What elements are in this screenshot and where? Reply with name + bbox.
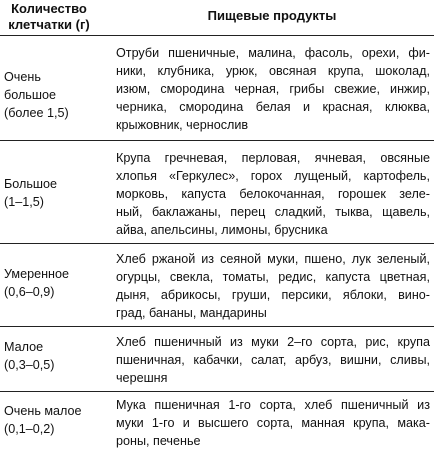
products-line: айва, апельсины, лимоны, брусника bbox=[116, 223, 328, 237]
products-line: Мука пшеничная 1-го сорта, хлеб пшеничный из bbox=[116, 398, 430, 412]
header-fiber-amount bbox=[4, 1, 94, 33]
products-line: крыжовник, чернослив bbox=[116, 118, 249, 132]
row-label bbox=[4, 68, 104, 122]
products-line: Хлеб ржаной из сеяной муки, пшено, лук зеленый, bbox=[116, 252, 430, 266]
header-divider bbox=[0, 35, 434, 36]
products-line: черешня bbox=[116, 371, 168, 385]
row-label-line: Очень малое bbox=[4, 404, 82, 418]
row-label-line: (0,6–0,9) bbox=[4, 285, 55, 299]
products-line: муки 1-го и высшего сорта, манная крупа, мака- bbox=[116, 416, 430, 430]
row-label-line: Малое bbox=[4, 340, 44, 354]
row-label-line: большое bbox=[4, 88, 56, 102]
row-label-line: Большое bbox=[4, 177, 58, 191]
row-products bbox=[116, 333, 430, 387]
row-divider bbox=[0, 326, 434, 327]
products-line: Хлеб пшеничный из муки 2–го сорта, рис, крупа bbox=[116, 335, 430, 349]
row-label-line: Очень bbox=[4, 70, 41, 84]
products-line: огурцы, свекла, томаты, редис, капуста цветная, bbox=[116, 270, 430, 284]
products-line: морковь, капуста белокочанная, горошек зеле- bbox=[116, 187, 430, 201]
products-line: черника, смородина белая и красная, клюква, bbox=[116, 100, 430, 114]
products-line: Крупа гречневая, перловая, ячневая, овсяные bbox=[116, 151, 430, 165]
row-label-line: (1–1,5) bbox=[4, 195, 44, 209]
header-food-products: Пищевые продукты bbox=[207, 8, 337, 23]
products-line: Отруби пшеничные, малина, фасоль, орехи, фи- bbox=[116, 46, 430, 60]
row-products bbox=[116, 250, 430, 322]
row-divider bbox=[0, 391, 434, 392]
products-line: изюм, смородина черная, грибы свежие, инжир, bbox=[116, 82, 430, 96]
products-line: ный, баклажаны, перец сладкий, тыква, щавель, bbox=[116, 205, 430, 219]
row-label bbox=[4, 402, 104, 438]
header-fiber-amount-line2: клетчатки (г) bbox=[8, 17, 90, 32]
table-header bbox=[0, 0, 434, 34]
products-line: ники, клубника, урюк, овсяная крупа, шоколад, bbox=[116, 64, 430, 78]
row-products bbox=[116, 396, 430, 450]
products-line: роны, печенье bbox=[116, 434, 201, 448]
products-line: пшеничная, кабачки, салат, арбуз, вишни, сливы, bbox=[116, 353, 430, 367]
row-products bbox=[116, 149, 430, 239]
row-products bbox=[116, 44, 430, 134]
row-label-line: Умеренное bbox=[4, 267, 70, 281]
row-label bbox=[4, 338, 104, 374]
row-divider bbox=[0, 243, 434, 244]
row-label-line: (более 1,5) bbox=[4, 106, 69, 120]
row-label bbox=[4, 175, 104, 211]
row-label bbox=[4, 265, 104, 301]
header-fiber-amount-line1: Количество bbox=[11, 1, 87, 16]
row-divider bbox=[0, 140, 434, 141]
products-line: хлопья «Геркулес», горох лущеный, картофель, bbox=[116, 169, 430, 183]
products-line: град, бананы, мандарины bbox=[116, 306, 267, 320]
row-label-line: (0,3–0,5) bbox=[4, 358, 55, 372]
products-line: дыня, абрикосы, груши, персики, яблоки, вино- bbox=[116, 288, 430, 302]
row-label-line: (0,1–0,2) bbox=[4, 422, 55, 436]
